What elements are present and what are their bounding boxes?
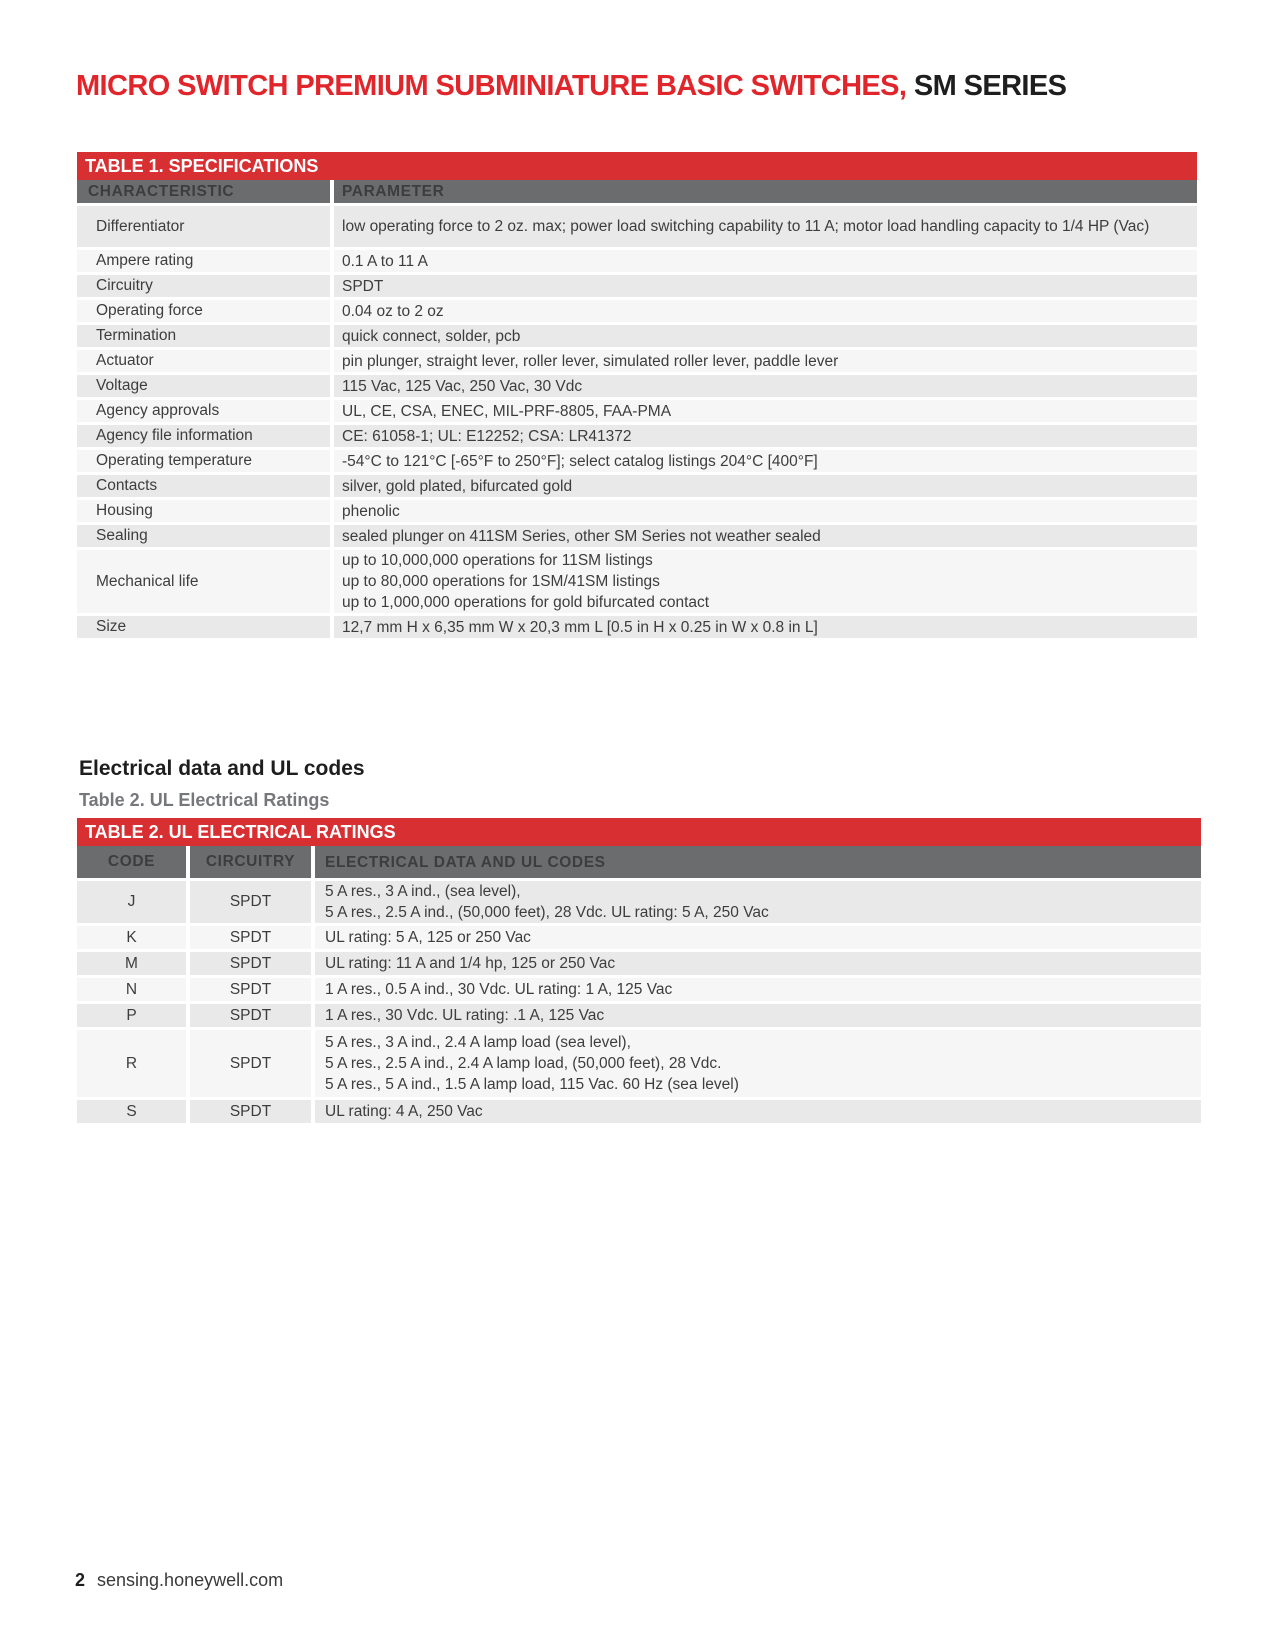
- spec-parameter: UL, CE, CSA, ENEC, MIL-PRF-8805, FAA-PMA: [330, 397, 1197, 422]
- table1-header-characteristic: CHARACTERISTIC: [88, 182, 235, 200]
- spec-parameter: phenolic: [330, 497, 1197, 522]
- ul-electrical-data: 1 A res., 0.5 A ind., 30 Vdc. UL rating: 1 A, 125 Vac: [311, 975, 1201, 1001]
- table-row: [77, 949, 1201, 975]
- spec-characteristic: Contacts: [77, 472, 330, 497]
- spec-parameter: pin plunger, straight lever, roller lever, simulated roller lever, paddle lever: [330, 347, 1197, 372]
- ul-code: M: [77, 949, 186, 975]
- spec-parameter: CE: 61058-1; UL: E12252; CSA: LR41372: [330, 422, 1197, 447]
- ul-code: P: [77, 1001, 186, 1027]
- spec-characteristic: Actuator: [77, 347, 330, 372]
- spec-parameter: 0.04 oz to 2 oz: [330, 297, 1197, 322]
- spec-characteristic: Size: [77, 613, 330, 638]
- spec-characteristic: Agency file information: [77, 422, 330, 447]
- spec-parameter: 0.1 A to 11 A: [330, 247, 1197, 272]
- table2-header-electrical-data: ELECTRICAL DATA AND UL CODES: [311, 846, 1201, 878]
- ul-code: S: [77, 1097, 186, 1123]
- table-row: [77, 372, 1197, 397]
- table-row: [77, 497, 1197, 522]
- spec-parameter: -54°C to 121°C [-65°F to 250°F]; select catalog listings 204°C [400°F]: [330, 447, 1197, 472]
- table2-header-code: CODE: [107, 853, 156, 870]
- table-row: [77, 203, 1197, 247]
- table-row: [77, 447, 1197, 472]
- spec-characteristic: Sealing: [77, 522, 330, 547]
- page-title-main: MICRO SWITCH PREMIUM SUBMINIATURE BASIC SWITCHES,: [76, 70, 907, 102]
- ul-electrical-data: 5 A res., 3 A ind., (sea level), 5 A res., 2.5 A ind., (50,000 feet), 28 Vdc. UL rating: 5 A, 250 Vac: [311, 878, 1201, 923]
- table-row: [77, 272, 1197, 297]
- spec-parameter: sealed plunger on 411SM Series, other SM Series not weather sealed: [330, 522, 1197, 547]
- page-title-series: SM SERIES: [906, 70, 1067, 102]
- ul-electrical-data: 5 A res., 3 A ind., 2.4 A lamp load (sea level), 5 A res., 2.5 A ind., 2.4 A lamp load, (50,000 feet), 28 Vdc. 5 A res., 5 A ind., 1.5 A lamp load, 115 Vac. 60 Hz (sea level): [311, 1027, 1201, 1097]
- spec-characteristic: Circuitry: [77, 272, 330, 297]
- table-row: [77, 322, 1197, 347]
- ul-circuitry: SPDT: [186, 1097, 311, 1123]
- ul-code: N: [77, 975, 186, 1001]
- spec-parameter: low operating force to 2 oz. max; power load switching capability to 11 A; motor load handling capacity to 1/4 HP (Vac): [330, 203, 1197, 247]
- ul-electrical-data: 1 A res., 30 Vdc. UL rating: .1 A, 125 Vac: [311, 1001, 1201, 1027]
- spec-characteristic: Differentiator: [77, 203, 330, 247]
- table1-caption: TABLE 1. SPECIFICATIONS: [77, 152, 1197, 180]
- ul-circuitry: SPDT: [186, 1001, 311, 1027]
- table-row: [77, 547, 1197, 613]
- table-row: [77, 878, 1201, 923]
- table-row: [77, 347, 1197, 372]
- table-row: [77, 522, 1197, 547]
- spec-characteristic: Mechanical life: [77, 547, 330, 613]
- spec-characteristic: Operating force: [77, 297, 330, 322]
- table-row: [77, 613, 1197, 638]
- spec-characteristic: Agency approvals: [77, 397, 330, 422]
- footer: [75, 1570, 283, 1591]
- table-row: [77, 1027, 1201, 1097]
- table-row: [77, 1097, 1201, 1123]
- spec-characteristic: Voltage: [77, 372, 330, 397]
- table-row: [77, 247, 1197, 272]
- spec-parameter: 115 Vac, 125 Vac, 250 Vac, 30 Vdc: [330, 372, 1197, 397]
- table-row: [77, 472, 1197, 497]
- spec-characteristic: Termination: [77, 322, 330, 347]
- section-subtitle: Table 2. UL Electrical Ratings: [79, 790, 330, 810]
- ul-code: K: [77, 923, 186, 949]
- table-row: [77, 1001, 1201, 1027]
- ul-circuitry: SPDT: [186, 923, 311, 949]
- specifications-table: [77, 152, 1197, 638]
- ul-electrical-data: UL rating: 4 A, 250 Vac: [311, 1097, 1201, 1123]
- table1-header-parameter: PARAMETER: [330, 180, 1197, 203]
- ul-electrical-data: UL rating: 11 A and 1/4 hp, 125 or 250 Vac: [311, 949, 1201, 975]
- table-row: [77, 297, 1197, 322]
- ul-circuitry: SPDT: [186, 1027, 311, 1097]
- footer-site-link[interactable]: sensing.honeywell.com: [97, 1570, 284, 1590]
- spec-characteristic: Operating temperature: [77, 447, 330, 472]
- table-row: [77, 923, 1201, 949]
- ul-code: R: [77, 1027, 186, 1097]
- ul-ratings-table: [77, 818, 1201, 1123]
- spec-parameter: 12,7 mm H x 6,35 mm W x 20,3 mm L [0.5 in H x 0.25 in W x 0.8 in L]: [330, 613, 1197, 638]
- spec-parameter: up to 10,000,000 operations for 11SM listings up to 80,000 operations for 1SM/41SM listings up to 1,000,000 operations for gold bifurcated contact: [330, 547, 1197, 613]
- page-title: [76, 70, 1066, 103]
- section-title: Electrical data and UL codes: [79, 757, 365, 780]
- table2-caption: TABLE 2. UL ELECTRICAL RATINGS: [77, 818, 1201, 846]
- spec-parameter: quick connect, solder, pcb: [330, 322, 1197, 347]
- ul-code: J: [77, 878, 186, 923]
- table-row: [77, 975, 1201, 1001]
- ul-circuitry: SPDT: [186, 949, 311, 975]
- table-row: [77, 422, 1197, 447]
- spec-parameter: silver, gold plated, bifurcated gold: [330, 472, 1197, 497]
- table2-header-circuitry: CIRCUITRY: [186, 846, 311, 878]
- spec-characteristic: Housing: [77, 497, 330, 522]
- spec-parameter: SPDT: [330, 272, 1197, 297]
- ul-circuitry: SPDT: [186, 975, 311, 1001]
- table-row: [77, 397, 1197, 422]
- spec-characteristic: Ampere rating: [77, 247, 330, 272]
- page-number: 2: [75, 1570, 86, 1590]
- ul-circuitry: SPDT: [186, 878, 311, 923]
- ul-electrical-data: UL rating: 5 A, 125 or 250 Vac: [311, 923, 1201, 949]
